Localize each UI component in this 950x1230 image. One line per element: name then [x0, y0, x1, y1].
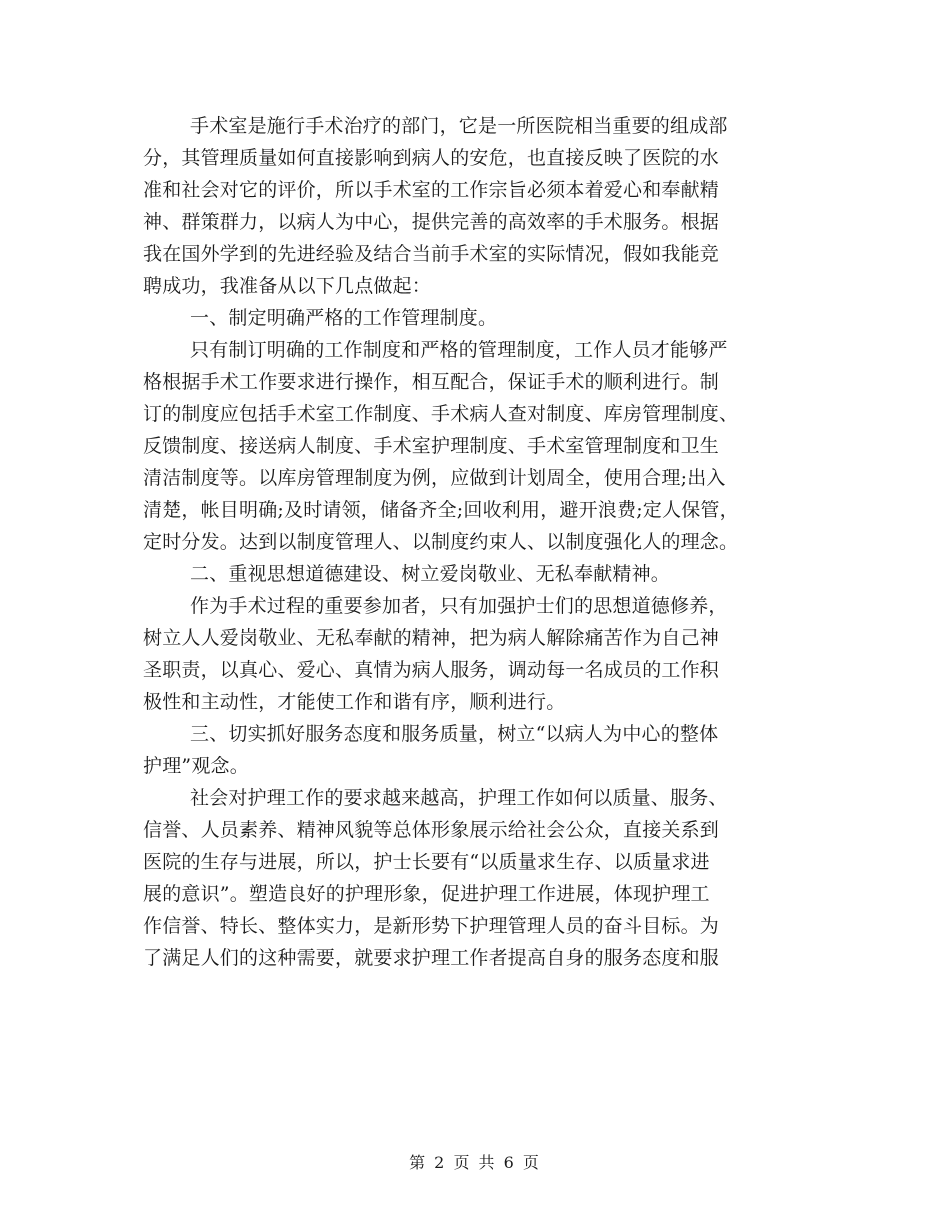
text-line: 作信誉、特长、整体实力，是新形势下护理管理人员的奋斗目标。为: [143, 915, 720, 937]
text-line: 极性和主动性，才能使工作和谐有序，顺利进行。: [143, 691, 566, 713]
text-line: 医院的生存与进展，所以，护士长要有“以质量求生存、以质量求进: [143, 851, 710, 873]
text-line: 树立人人爱岗敬业、无私奉献的精神，把为病人解除痛苦作为自己神: [143, 627, 720, 649]
text-line: 反馈制度、接送病人制度、手术室护理制度、手术室管理制度和卫生: [143, 435, 720, 457]
text-line: 清洁制度等。以库房管理制度为例，应做到计划周全，使用合理;出入: [143, 467, 726, 489]
text-line: 定时分发。达到以制度管理人、以制度约束人、以制度强化人的理念。: [143, 531, 739, 553]
text-line: 社会对护理工作的要求越来越高，护理工作如何以质量、服务、: [190, 787, 728, 809]
text-line: 订的制度应包括手术室工作制度、手术病人查对制度、库房管理制度、: [143, 403, 739, 425]
text-line: 二、重视思想道德建设、树立爱岗敬业、无私奉献精神。: [190, 563, 671, 585]
text-line: 聘成功，我准备从以下几点做起：: [143, 275, 432, 297]
text-line: 分，其管理质量如何直接影响到病人的安危，也直接反映了医院的水: [143, 147, 720, 169]
text-line: 展的意识”。塑造良好的护理形象，促进护理工作进展，体现护理工: [143, 883, 710, 905]
text-line: 准和社会对它的评价，所以手术室的工作宗旨必须本着爱心和奉献精: [143, 179, 720, 201]
text-line: 神、群策群力，以病人为中心，提供完善的高效率的手术服务。根据: [143, 211, 720, 233]
text-line: 了满足人们的这种需要，就要求护理工作者提高自身的服务态度和服: [143, 947, 720, 969]
text-line: 格根据手术工作要求进行操作，相互配合，保证手术的顺利进行。制: [143, 371, 720, 393]
text-line: 一、制定明确严格的工作管理制度。: [190, 307, 498, 329]
text-line: 护理”观念。: [143, 755, 249, 777]
text-line: 圣职责，以真心、爱心、真情为病人服务，调动每一名成员的工作积: [143, 659, 720, 681]
text-line: 只有制订明确的工作制度和严格的管理制度，工作人员才能够严: [190, 339, 728, 361]
text-line: 清楚，帐目明确;及时请领，储备齐全;回收利用，避开浪费;定人保管，: [143, 499, 739, 521]
text-line: 三、切实抓好服务态度和服务质量，树立“以病人为中心的整体: [190, 723, 719, 745]
text-line: 信誉、人员素养、精神风貌等总体形象展示给社会公众，直接关系到: [143, 819, 720, 841]
text-line: 作为手术过程的重要参加者，只有加强护士们的思想道德修养，: [190, 595, 728, 617]
text-line: 手术室是施行手术治疗的部门，它是一所医院相当重要的组成部: [190, 115, 728, 137]
document-body: [143, 110, 803, 974]
page-footer: 第 2 页 共 6 页: [409, 1153, 541, 1172]
text-line: 我在国外学到的先进经验及结合当前手术室的实际情况，假如我能竞: [143, 243, 720, 265]
